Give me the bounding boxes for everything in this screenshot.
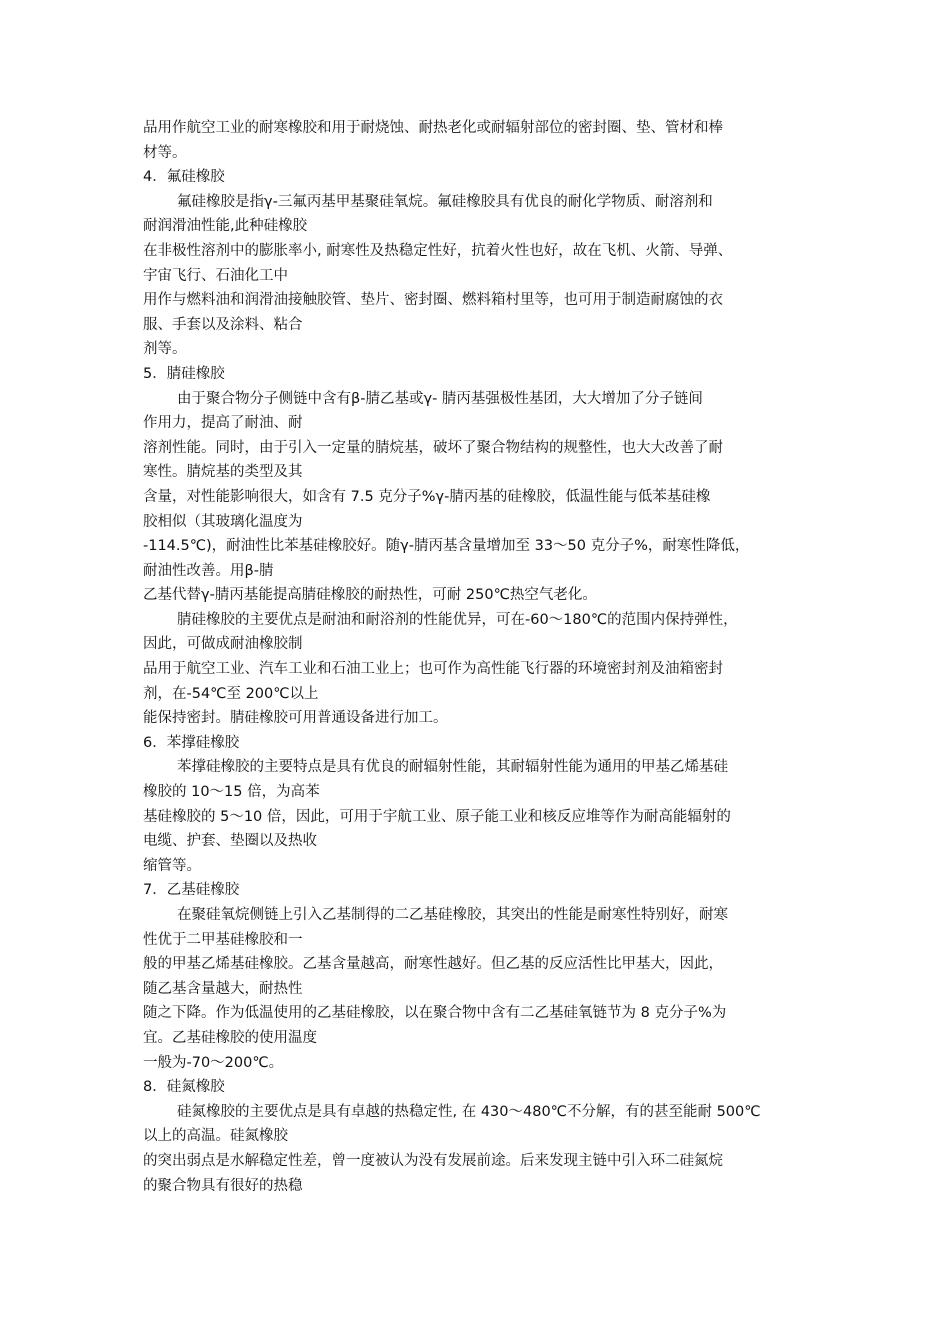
text-line: 一般为-70～200℃。 xyxy=(143,1054,284,1071)
text-line: 硅氮橡胶的主要优点是具有卓越的热稳定性, 在 430～480℃不分解，有的甚至能耐 500℃ xyxy=(177,1103,761,1120)
text-line: 品用作航空工业的耐寒橡胶和用于耐烧蚀、耐热老化或耐辐射部位的密封圈、垫、管材和棒 xyxy=(143,120,723,136)
text-line: 耐油性改善。用β-腈 xyxy=(143,562,274,579)
text-line: 含量，对性能影响很大，如含有 7.5 克分子%γ-腈丙基的硅橡胶，低温性能与低苯基硅橡 xyxy=(143,488,711,505)
text-line: 材等。 xyxy=(143,144,187,161)
text-line: -114.5℃)，耐油性比苯基硅橡胶好。随γ-腈丙基含量增加至 33～50 克分子%，耐寒性降低， xyxy=(143,538,750,555)
document-body xyxy=(143,116,828,1198)
text-line: 品用于航空工业、汽车工业和石油工业上；也可作为高性能飞行器的环境密封剂及油箱密封 xyxy=(143,661,723,678)
text-line: 宇宙飞行、石油化工中 xyxy=(143,267,288,284)
text-line: 苯撑硅橡胶的主要特点是具有优良的耐辐射性能，其耐辐射性能为通用的甲基乙烯基硅 xyxy=(177,759,728,776)
text-line: 服、手套以及涂料、粘合 xyxy=(143,316,303,333)
text-line: 般的甲基乙烯基硅橡胶。乙基含量越高，耐寒性越好。但乙基的反应活性比甲基大，因此， xyxy=(143,956,723,973)
text-line: 随乙基含量越大，耐热性 xyxy=(143,980,303,997)
text-line: 宜。乙基硅橡胶的使用温度 xyxy=(143,1029,317,1046)
text-line: 剂，在-54℃至 200℃以上 xyxy=(143,685,319,702)
text-line: 用作与燃料油和润滑油接触胶管、垫片、密封圈、燃料箱村里等，也可用于制造耐腐蚀的衣 xyxy=(143,292,723,309)
text-line: 寒性。腈烷基的类型及其 xyxy=(143,464,303,481)
text-line: 由于聚合物分子侧链中含有β-腈乙基或γ- 腈丙基强极性基团，大大增加了分子链间 xyxy=(177,390,703,407)
text-line: 5．腈硅橡胶 xyxy=(143,365,225,382)
text-line: 胶相似（其玻璃化温度为 xyxy=(143,513,303,530)
text-line: 的突出弱点是水解稳定性差，曾一度被认为没有发展前途。后来发现主链中引入环二硅氮烷 xyxy=(143,1152,723,1169)
text-line: 剂等。 xyxy=(143,341,187,358)
text-line: 橡胶的 10～15 倍，为高苯 xyxy=(143,784,320,801)
text-line: 随之下降。作为低温使用的乙基硅橡胶，以在聚合物中含有二乙基硅氧链节为 8 克分子%为 xyxy=(143,1005,727,1022)
text-line: 基硅橡胶的 5～10 倍，因此，可用于宇航工业、原子能工业和核反应堆等作为耐高能辐射的 xyxy=(143,808,731,825)
text-line: 性优于二甲基硅橡胶和一 xyxy=(143,931,303,948)
text-line: 电缆、护套、垫圈以及热收 xyxy=(143,833,317,850)
text-line: 作用力，提高了耐油、耐 xyxy=(143,415,303,432)
text-line: 腈硅橡胶的主要优点是耐油和耐浴剂的性能优异，可在-60～180℃的范围内保持弹性， xyxy=(177,611,738,628)
text-line: 的聚合物具有很好的热稳 xyxy=(143,1177,303,1194)
text-line: 7．乙基硅橡胶 xyxy=(143,882,240,899)
text-line: 乙基代替γ-腈丙基能提高腈硅橡胶的耐热性，可耐 250℃热空气老化。 xyxy=(143,587,597,604)
text-line: 在非极性溶剂中的膨胀率小, 耐寒性及热稳定性好，抗着火性也好，故在飞机、火箭、导弹、 xyxy=(143,242,733,259)
text-line: 缩管等。 xyxy=(143,857,201,874)
text-line: 6．苯撑硅橡胶 xyxy=(143,734,240,751)
text-line: 耐润滑油性能,此种硅橡胶 xyxy=(143,218,308,235)
text-line: 溶剂性能。同时，由于引入一定量的腈烷基，破坏了聚合物结构的规整性，也大大改善了耐 xyxy=(143,439,723,456)
text-line: 氟硅橡胶是指γ-三氟丙基甲基聚硅氧烷。氟硅橡胶具有优良的耐化学物质、耐溶剂和 xyxy=(177,193,713,210)
text-line: 4．氟硅橡胶 xyxy=(143,169,225,186)
text-line: 在聚硅氧烷侧链上引入乙基制得的二乙基硅橡胶，其突出的性能是耐寒性特别好，耐寒 xyxy=(177,907,728,923)
text-line: 因此，可做成耐油橡胶制 xyxy=(143,636,303,653)
text-line: 能保持密封。腈硅橡胶可用普通设备进行加工。 xyxy=(143,710,448,727)
text-line: 以上的高温。硅氮橡胶 xyxy=(143,1128,288,1145)
text-line: 8．硅氮橡胶 xyxy=(143,1079,225,1096)
